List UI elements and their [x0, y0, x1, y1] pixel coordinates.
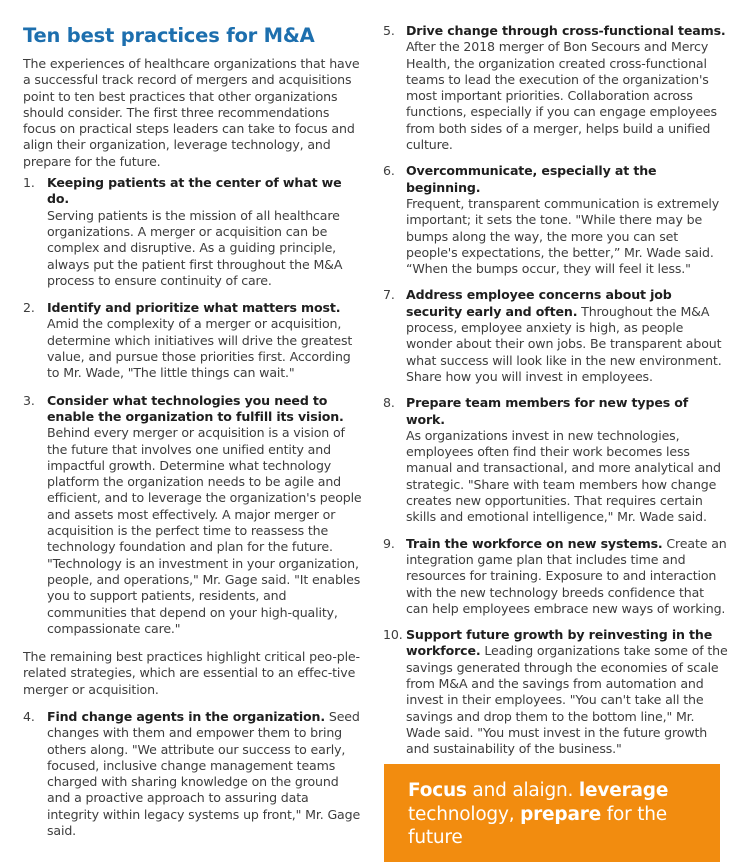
intro-paragraph: The experiences of healthcare organizations that have a successful track record of mergers and acquisitions point to ten best practices that other organizations should consider. The first three recommendations focus on practical steps leaders can take to focus and align their organization, leverage technology, and prepare for the future. — [23, 56, 360, 169]
practice-item-6 — [383, 163, 728, 277]
page-title: Ten best practices for M&A — [23, 24, 315, 47]
practice-body: Behind every merger or acquisition is a vision of the future that involves one unified entity and impactful growth. Determine what technology platform the organization needs to be agile and efficient, and to leverage the organization's people and assets most effectively. A major merger or acquisition is the perfect time to reassess the technology foundation and plan for the future. "Technology is an investment in your organization, people, and operations," Mr. Gage said. "It enables you to support patients, residents, and communities that depend on your high-quality, compassionate care." — [47, 425, 362, 636]
practice-number: 8. — [383, 395, 395, 411]
callout-text: technology, — [408, 803, 521, 825]
practice-heading: Overcommunicate, especially at the beginning. — [406, 163, 657, 195]
practice-heading: Consider what technologies you need to enable the organization to fulfill its vision. — [47, 392, 344, 424]
practice-heading: Address employee concerns about job security early and often. — [406, 287, 672, 319]
callout-box — [384, 764, 720, 862]
callout-text: and alaign. — [466, 780, 579, 801]
practice-number: 7. — [383, 287, 395, 303]
practice-item-3 — [23, 393, 363, 637]
practice-body: Throughout the M&A process, employee anxiety is high, as people wonder about their own jobs. Be transparent about what success will look like in the new environment. Share how you will invest in employees. — [406, 303, 722, 384]
practice-heading: Keeping patients at the center of what we do. — [47, 175, 342, 207]
practices-list-part-2 — [23, 709, 363, 839]
practice-body: Leading organizations take some of the savings generated through the economies of scale from M&A and the savings from automation and invest in their employees. "You can't take all the savings and drop them to the bottom line," Mr. Wade said. "You must invest in the future growth and sustainability of the business." — [406, 643, 728, 757]
practice-heading: Drive change through cross-functional teams. — [406, 23, 726, 38]
practice-number: 2. — [23, 300, 35, 316]
practice-number: 10. — [383, 627, 403, 643]
practice-body: Create an integration game plan that includes time and resources for training. Exposure to and interaction with the new technology breeds confidence that can help employees embrace new ways of working. — [406, 535, 727, 616]
practice-number: 1. — [23, 175, 35, 191]
practice-body: Serving patients is the mission of all healthcare organizations. A merger or acquisition can be complex and disruptive. As a guiding principle, always put the patient first throughout the M&A process to ensure continuity of care. — [47, 207, 343, 288]
practice-heading: Train the workforce on new systems. — [406, 535, 663, 551]
practice-body: Frequent, transparent communication is extremely important; it sets the tone. "While there may be bumps along the way, the more you can set people's expectations, the better,” Mr. Wade said. “When the bumps occur, they will feel it less." — [406, 195, 720, 277]
practice-item-7 — [383, 287, 728, 385]
callout-emphasis: prepare — [520, 803, 602, 825]
practice-number: 4. — [23, 708, 35, 724]
left-column — [23, 0, 363, 839]
practice-number: 6. — [383, 163, 395, 179]
callout-emphasis: Focus — [408, 780, 467, 801]
practice-item-1 — [23, 175, 363, 289]
practice-item-5 — [383, 23, 728, 153]
practice-body: As organizations invest in new technologies, employees often find their work becomes less manual and transactional, and more analytical and strategic. "Share with team members how change creates new opportunities. That requires certain skills and emotional intelligence," Mr. Wade said. — [406, 427, 721, 525]
callout-emphasis: leverage — [578, 780, 669, 801]
practices-list-part-3 — [383, 23, 728, 757]
practice-item-9 — [383, 536, 728, 617]
practice-item-4 — [23, 709, 363, 839]
practice-item-8 — [383, 395, 728, 525]
callout-text: for the future — [408, 803, 667, 848]
practice-number: 9. — [383, 535, 395, 551]
practice-body: After the 2018 merger of Bon Secours and Mercy Health, the organization created cross-functional teams to lead the execution of the organization's most important priorities. Collaboration across functions, especially if you can engage employees from both sides of a merger, helps build a unified culture. — [406, 39, 717, 153]
practice-body: Seed changes with them and empower them to bring others along. "We attribute our success to early, focused, inclusive change management teams charged with sharing knowledge on the ground and a proactive approach to assuring data integrity within legacy systems up front," Mr. Gage said. — [47, 708, 361, 839]
practice-body: Amid the complexity of a merger or acquisition, determine which initiatives will drive the greatest value, and pursue those priorities first. According to Mr. Wade, "The little things can wait." — [47, 316, 353, 381]
right-column — [383, 0, 728, 757]
practice-number: 3. — [23, 392, 35, 408]
practice-heading: Support future growth by reinvesting in the workforce. — [406, 627, 713, 659]
practice-item-2 — [23, 300, 363, 381]
practice-heading: Prepare team members for new types of work. — [406, 395, 689, 427]
practice-number: 5. — [383, 23, 395, 38]
practices-list-part-1 — [23, 175, 363, 637]
practice-heading: Identify and prioritize what matters most. — [47, 300, 341, 316]
transition-paragraph: The remaining best practices highlight critical peo-ple-related strategies, which are essential to an effec-tive merger or acquisition. — [23, 649, 360, 697]
practice-item-10 — [383, 627, 728, 757]
practice-heading: Find change agents in the organization. — [47, 708, 325, 724]
